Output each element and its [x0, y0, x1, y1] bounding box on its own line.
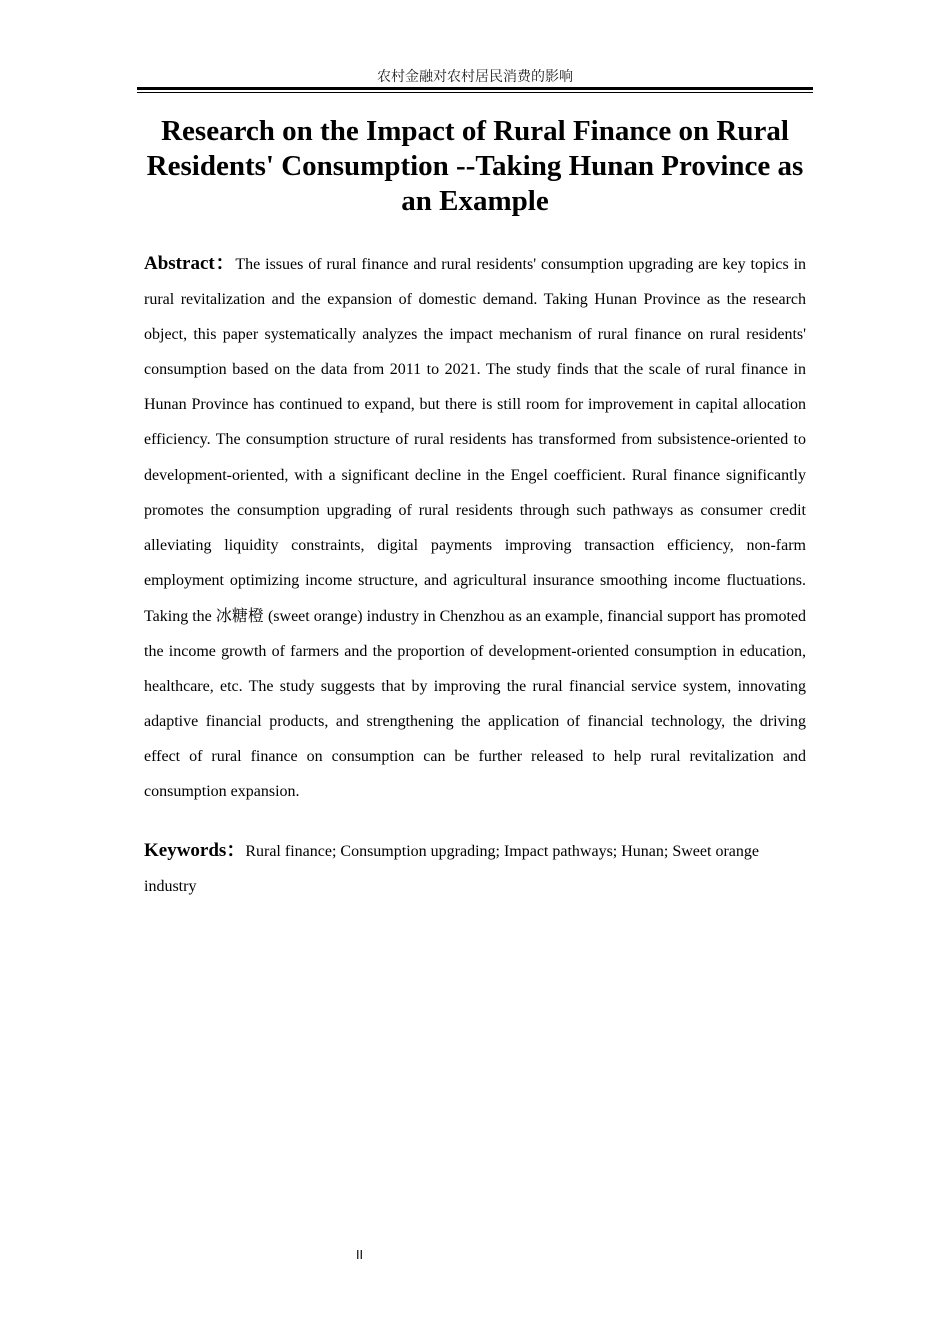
keywords-label: Keywords： — [144, 840, 246, 861]
keywords-text: Rural finance; Consumption upgrading; Impact pathways; Hunan; Sweet orange industry — [144, 843, 759, 895]
header-rule-thick — [137, 87, 813, 90]
abstract-cjk-term: 冰糖橙 — [215, 605, 264, 625]
abstract-text-part1: The issues of rural finance and rural residents' consumption upgrading are key topics in rural revitalization and the expansion of domestic demand. Taking Hunan Province as the research object, this paper systematically analyzes the impact mechanism of rural finance on rural residents' consumption based on the data from 2011 to 2021. The study finds that the scale of rural finance in Hunan Province has continued to expand, but there is still room for improvement in capital allocation efficiency. The consumption structure of rural residents has transformed from subsistence-oriented to development-oriented, with a significant decline in the Engel coefficient. Rural finance significantly promotes the consumption upgrading of rural residents through such pathways as consumer credit alleviating liquidity constraints, digital payments improving transaction efficiency, non-farm employment optimizing income structure, and agricultural insurance smoothing income fluctuations. Taking the — [144, 256, 807, 625]
keywords-paragraph — [144, 833, 806, 904]
paper-title: Research on the Impact of Rural Finance on Rural Residents' Consumption --Taking Hunan Province as an Example — [146, 115, 804, 217]
running-header: 农村金融对农村居民消费的影响 — [377, 70, 573, 85]
page-number: II — [356, 1248, 364, 1262]
header-rule-thin — [137, 92, 813, 93]
abstract-text-part2: (sweet orange) industry in Chenzhou as an example, financial support has promoted the income growth of farmers and the proportion of development-oriented consumption in education, healthcare, etc. The study suggests that by improving the rural financial service system, innovating adaptive financial products, and strengthening the application of financial technology, the driving effect of rural finance on consumption can be further released to help rural revitalization and consumption expansion. — [144, 607, 806, 801]
abstract-paragraph — [144, 246, 806, 810]
abstract-label: Abstract： — [144, 253, 236, 274]
